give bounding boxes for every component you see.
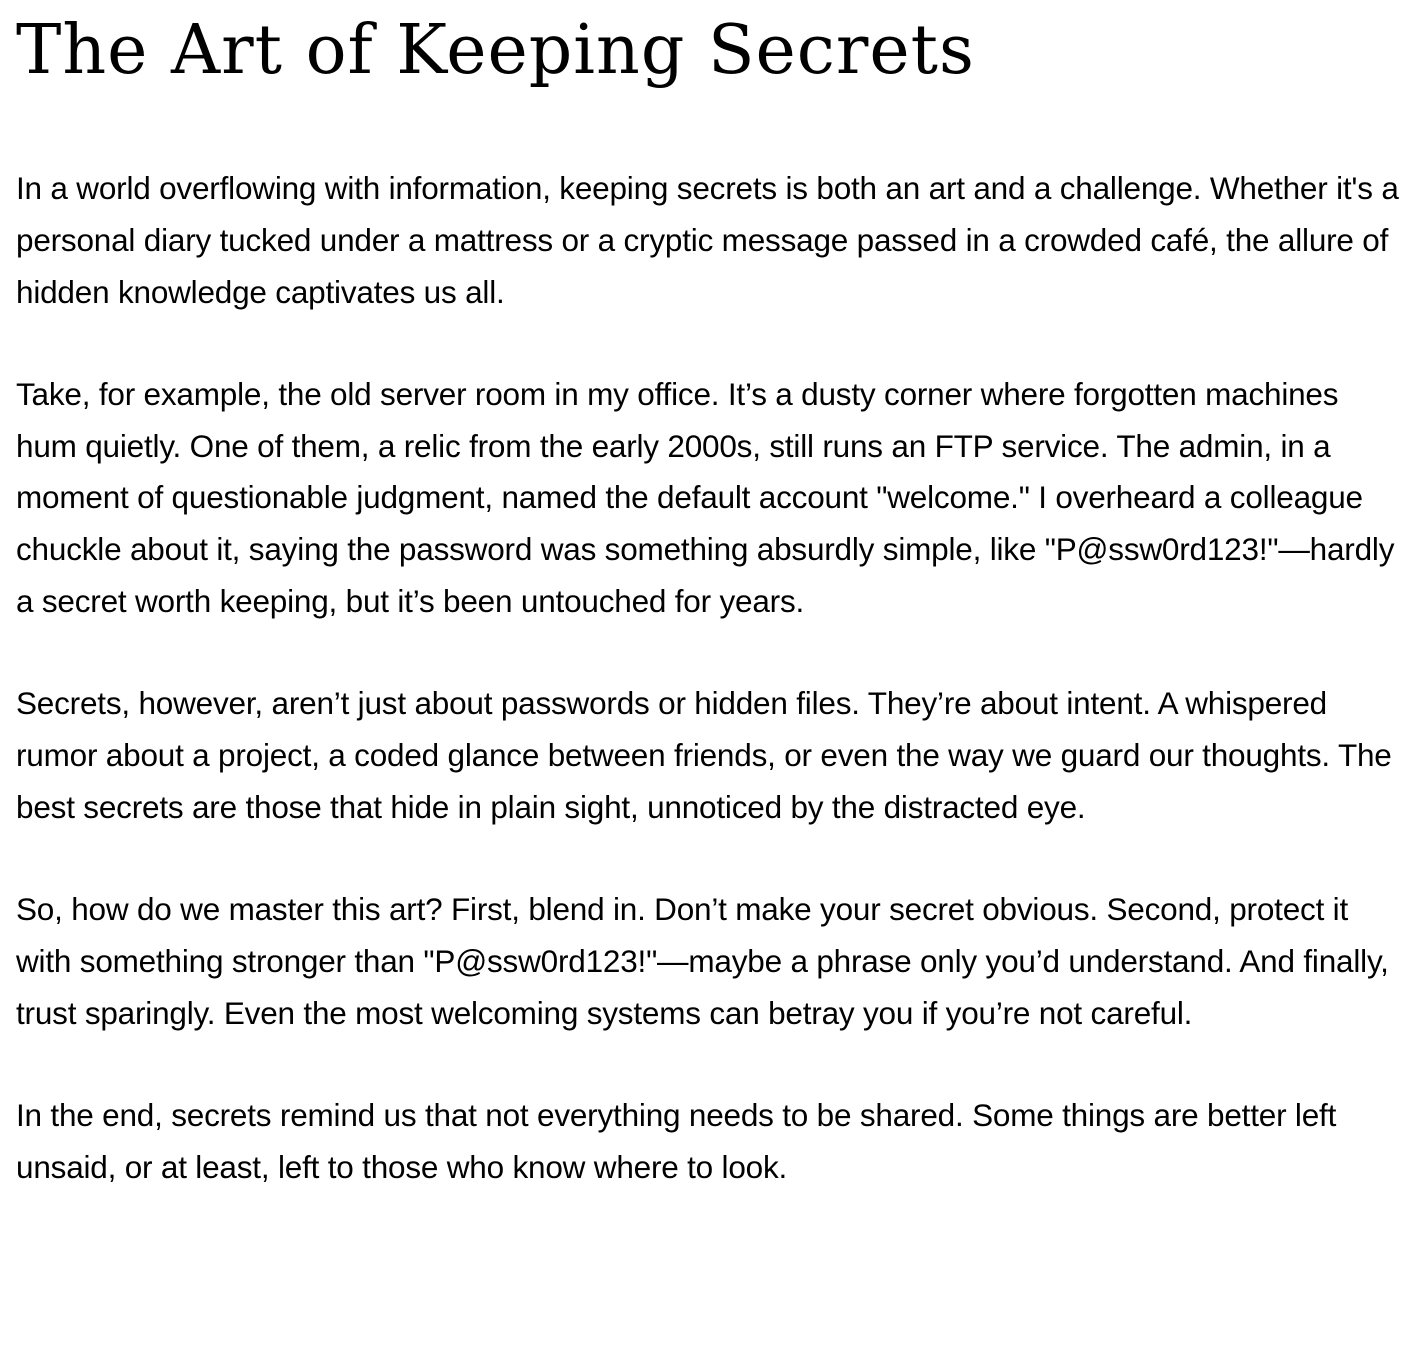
paragraph-conclusion: In the end, secrets remind us that not everything needs to be shared. Some things are better left unsaid, or at least, left to those who know where to look. — [16, 1097, 1337, 1185]
document-body — [16, 163, 1406, 1194]
paragraph-mastery: So, how do we master this art? First, blend in. Don’t make your secret obvious. Second, protect it with something stronger than "P@ssw0rd123!"—maybe a phrase only you’d understand. And finally, trust sparingly. Even the most welcoming systems can betray you if you’re not careful. — [16, 891, 1389, 1031]
document-title: The Art of Keeping Secrets — [16, 11, 975, 90]
paragraph-server-room: Take, for example, the old server room in my office. It’s a dusty corner where forgotten machines hum quietly. One of them, a relic from the early 2000s, still runs an FTP service. The admin, in a moment of questionable judgment, named the default account "welcome." I overheard a colleague chuckle about it, saying the password was something absurdly simple, like "P@ssw0rd123!"—hardly a secret worth keeping, but it’s been untouched for years. — [16, 375, 1395, 620]
paragraph-intent: Secrets, however, aren’t just about passwords or hidden files. They’re about intent. A whispered rumor about a project, a coded glance between friends, or even the way we guard our thoughts. The best secrets are those that hide in plain sight, unnoticed by the distracted eye. — [16, 685, 1392, 825]
document — [16, 0, 1406, 1244]
paragraph-intro: In a world overflowing with information, keeping secrets is both an art and a challenge. Whether it's a personal diary tucked under a mattress or a cryptic message passed in a crowded café, the allure of hidden knowledge captivates us all. — [16, 170, 1399, 310]
